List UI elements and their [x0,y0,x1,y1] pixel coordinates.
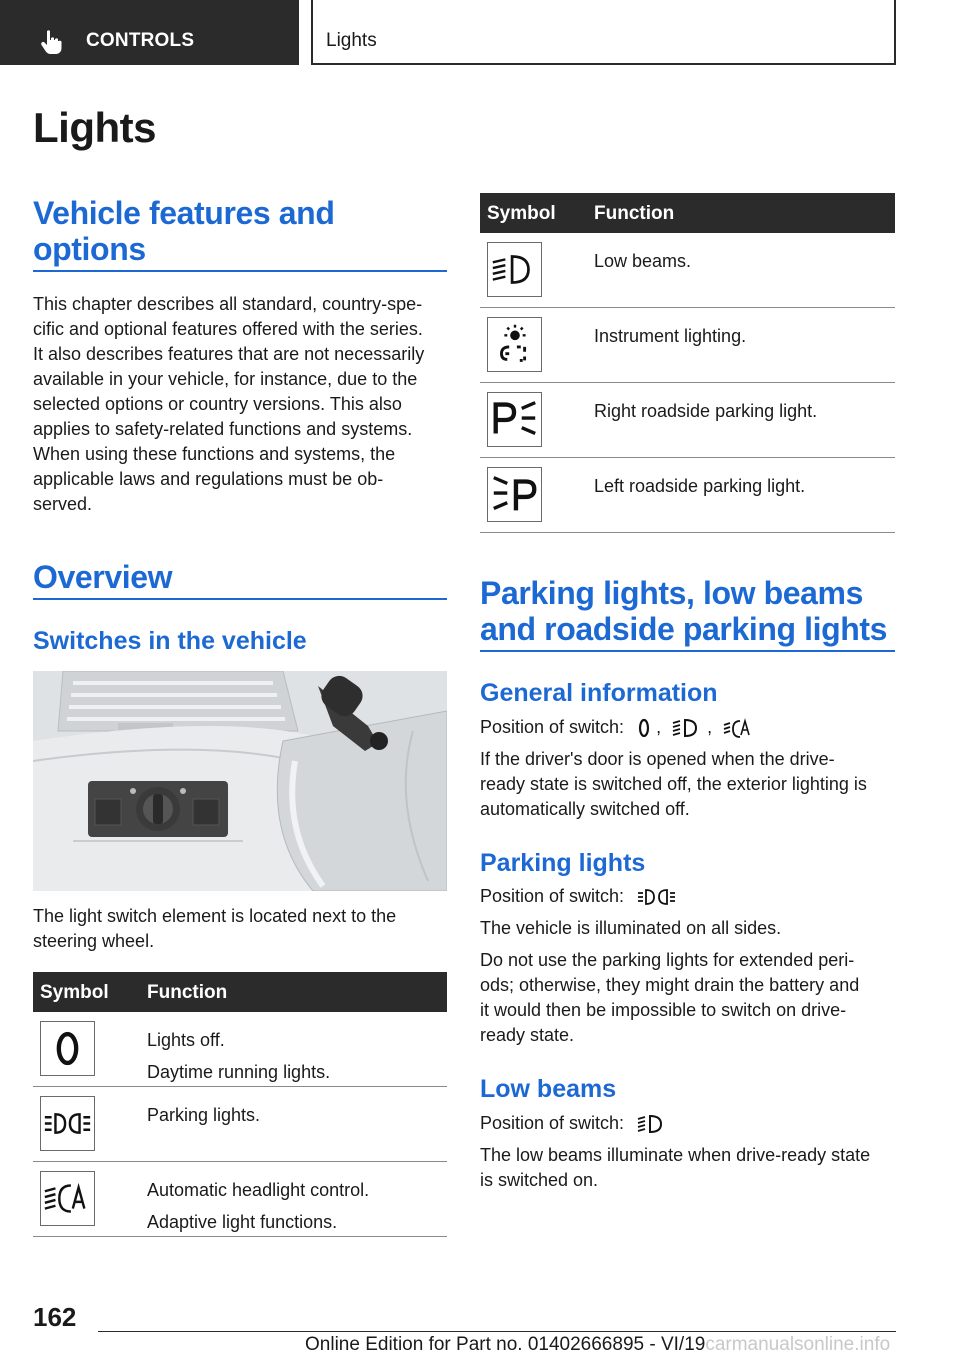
table-header [480,193,895,233]
photo-caption: The light switch element is located next to the steering wheel. [33,906,397,951]
table-row [480,458,895,533]
switch-position-line [480,715,753,740]
heading-rule [480,650,895,652]
col-function: Function [147,982,228,1003]
topic-name: Lights [326,30,377,51]
function-line: Parking lights. [147,1105,261,1125]
function-line: Instrument lighting. [594,326,747,346]
function-line: Adaptive light functions. [147,1212,338,1232]
intro-paragraph: This chapter describes all standard, country-spe- cific and optional features offered with the series. It also describes features that are not necessarily available in your vehicle, for instance, due to the selected options or country versions. This also applies to safety-related functions and systems. When using these functions and systems, the applicable laws and regulations must be ob- served. [33,294,425,514]
position-label: Position of switch: [480,717,625,737]
low-beams-icon [487,242,542,297]
edition-text: Online Edition for Part no. 01402666895 - VI/19 [305,1334,706,1355]
function-line: Right roadside parking light. [594,401,818,421]
heading-parking-lights: Parking lights [480,849,646,877]
footer-edition [305,1334,890,1356]
low-beams-icon [672,717,702,739]
table-row [480,383,895,458]
separator: , [707,717,713,737]
lights-off-icon [637,717,651,739]
symbol-table-right [480,193,895,533]
heading-parking-low-beams: Parking lights, low beams and roadside parking lights [480,575,888,647]
section-tab [0,0,299,65]
col-function: Function [594,203,675,224]
parking-paragraph-2: Do not use the parking lights for extended peri- ods; otherwise, they might drain the battery and it would then be impossible to switch on drive- ready state. [480,950,860,1045]
switch-position-line [480,884,685,909]
right-roadside-parking-icon [487,392,542,447]
left-roadside-parking-icon [487,467,542,522]
heading-rule [33,270,447,272]
table-row [33,1087,447,1162]
page-title: Lights [33,104,156,151]
topic-tab [311,0,896,65]
heading-rule [33,598,447,600]
section-name: CONTROLS [86,30,195,51]
function-line: Automatic headlight control. [147,1180,370,1200]
low-beams-icon [637,1113,667,1135]
auto-headlight-icon [723,717,753,739]
general-paragraph: If the driver's door is opened when the drive- ready state is switched off, the exterior lighting is automatically switched off. [480,749,867,819]
parking-paragraph-1: The vehicle is illuminated on all sides. [480,918,782,938]
function-line: Lights off. [147,1030,225,1050]
table-row [33,1012,447,1087]
position-label: Position of switch: [480,1113,625,1133]
separator: , [656,717,662,737]
heading-general-information: General information [480,679,718,707]
switch-position-line [480,1111,667,1136]
parking-lights-icon [40,1096,95,1151]
heading-switches: Switches in the vehicle [33,627,307,655]
heading-low-beams: Low beams [480,1075,617,1103]
auto-headlight-icon [40,1171,95,1226]
function-line: Low beams. [594,251,692,271]
hand-pointer-icon [38,28,64,54]
table-header [33,972,447,1012]
light-switch-photo [33,671,447,891]
dashboard-illustration [33,671,447,891]
heading-vehicle-features: Vehicle features and options [33,195,335,267]
table-row [33,1162,447,1237]
page-number: 162 [33,1302,77,1332]
table-row [480,308,895,383]
heading-overview: Overview [33,559,173,595]
lights-off-icon [40,1021,95,1076]
col-symbol: Symbol [487,203,556,224]
parking-lights-icon [637,886,685,908]
watermark: carmanualsonline.info [705,1334,891,1355]
position-label: Position of switch: [480,886,625,906]
function-line: Left roadside parking light. [594,476,806,496]
function-line: Daytime running lights. [147,1062,331,1082]
low-beams-paragraph: The low beams illuminate when drive-ready state is switched on. [480,1145,871,1190]
instrument-lighting-icon [487,317,542,372]
col-symbol: Symbol [40,982,109,1003]
table-row [480,233,895,308]
footer-rule [98,1331,896,1332]
symbol-table-left [33,972,447,1237]
